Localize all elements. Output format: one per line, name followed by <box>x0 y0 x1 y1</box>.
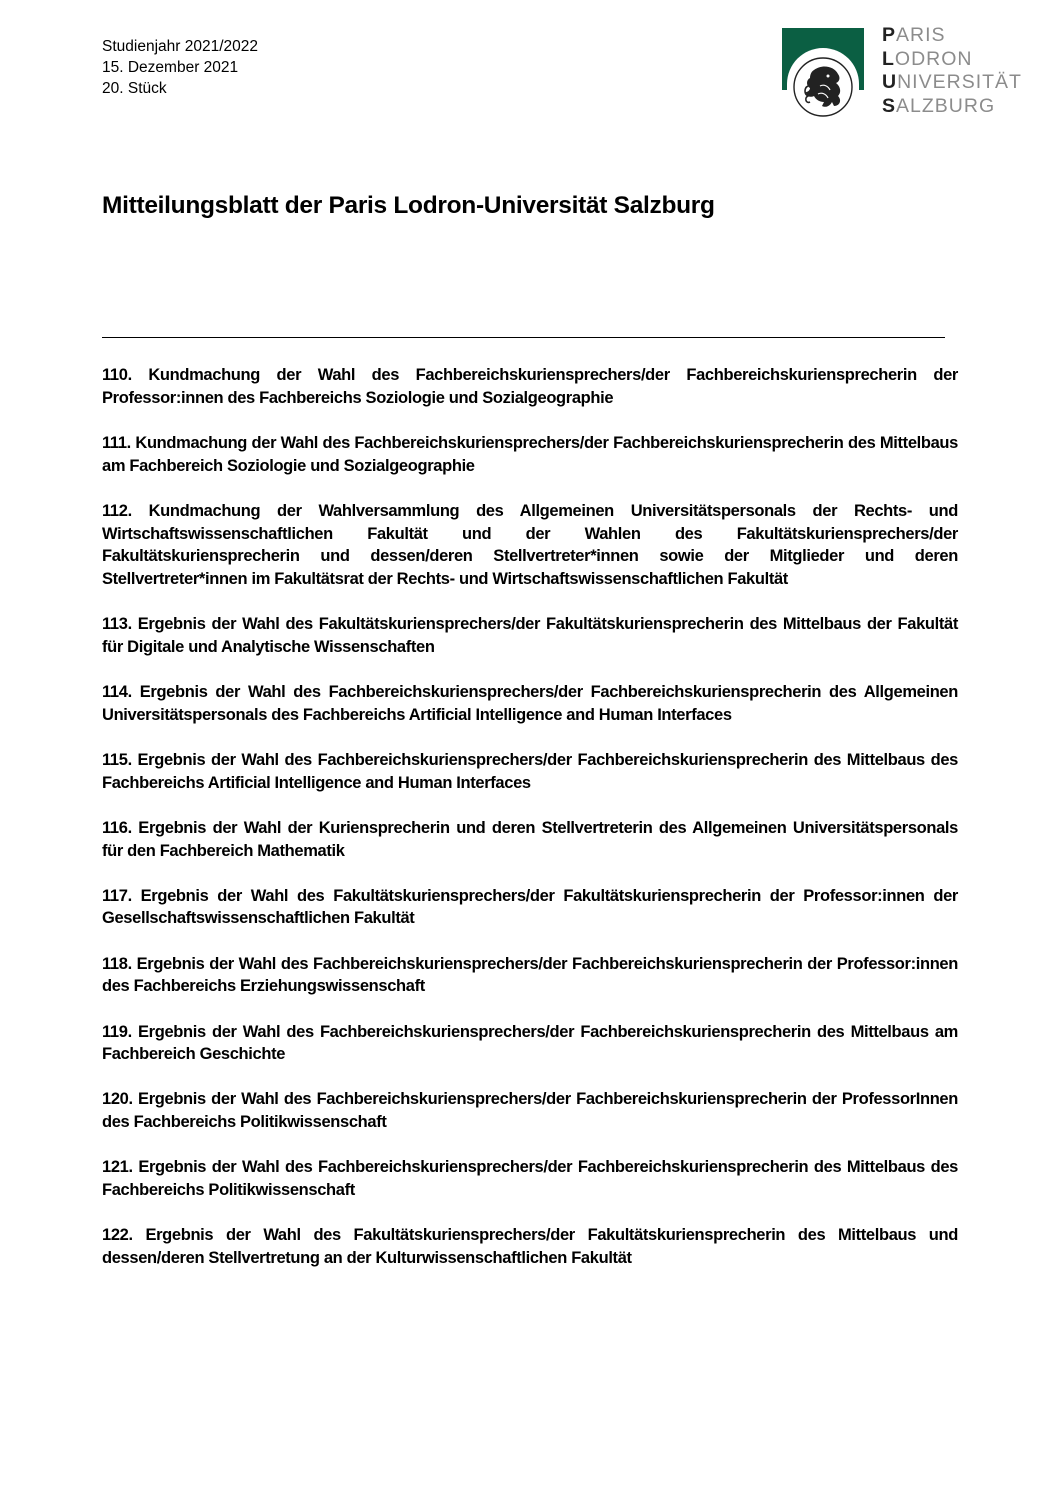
announcement-item-114: 114. Ergebnis der Wahl des Fachbereichskuriensprechers/der Fachbereichskuriensprecherin des Allgemeinen Universitätspersonals des Fachbereichs Artificial Intelligence and Human Interfaces <box>102 683 958 724</box>
university-logo <box>782 24 1022 128</box>
logo-line-universitaet: UNIVERSITÄT <box>882 71 1022 93</box>
announcement-list <box>102 364 958 1292</box>
document-meta <box>102 36 258 99</box>
document-title: Mitteilungsblatt der Paris Lodron-Universität Salzburg <box>102 192 715 219</box>
logo-line-lodron: LODRON <box>882 47 973 70</box>
announcement-item-110: 110. Kundmachung der Wahl des Fachbereichskuriensprechers/der Fachbereichskuriensprecherin der Professor:innen des Fachbereichs Soziologie und Sozialgeographie <box>102 366 958 407</box>
university-seal-lion-icon <box>792 56 854 118</box>
announcement-item-115: 115. Ergebnis der Wahl des Fachbereichskuriensprechers/der Fachbereichskuriensprecherin des Mittelbaus des Fachbereichs Artificial Intelligence and Human Interfaces <box>102 750 958 792</box>
logo-line-paris: PARIS <box>882 24 946 46</box>
logo-wordmark <box>882 24 1022 118</box>
announcement-item-122: 122. Ergebnis der Wahl des Fakultätskuriensprechers/der Fakultätskuriensprecherin des Mittelbaus und dessen/deren Stellvertretung an der Kulturwissenschaftlichen Fakultät <box>102 1226 958 1267</box>
announcement-item-120: 120. Ergebnis der Wahl des Fachbereichskuriensprechers/der Fachbereichskuriensprecherin der ProfessorInnen des Fachbereichs Politikwissenschaft <box>102 1090 958 1132</box>
academic-year: Studienjahr 2021/2022 <box>102 38 258 55</box>
issue-number: 20. Stück <box>102 80 167 97</box>
announcement-item-116: 116. Ergebnis der Wahl der Kuriensprecherin und deren Stellvertreterin des Allgemeinen Universitätspersonals für den Fachbereich Mathematik <box>102 818 958 860</box>
announcement-item-119: 119. Ergebnis der Wahl des Fachbereichskuriensprechers/der Fachbereichskuriensprecherin des Mittelbaus am Fachbereich Geschichte <box>102 1022 958 1064</box>
issue-date: 15. Dezember 2021 <box>102 59 239 76</box>
title-divider <box>102 337 945 338</box>
announcement-item-111: 111. Kundmachung der Wahl des Fachbereichskuriensprechers/der Fachbereichskuriensprecherin des Mittelbaus am Fachbereich Soziologie und Sozialgeographie <box>102 433 958 475</box>
logo-line-salzburg: SALZBURG <box>882 94 996 117</box>
announcement-item-117: 117. Ergebnis der Wahl des Fakultätskuriensprechers/der Fakultätskuriensprecherin der Professor:innen der Gesellschaftswissenschaftlichen Fakultät <box>102 886 958 928</box>
announcement-item-112: 112. Kundmachung der Wahlversammlung des Allgemeinen Universitätspersonals der Rechts- und Wirtschaftswissenschaftlichen Fakultät und der Wahlen des Fakultätskuriensprechers/der Fakultätskuriensprecherin und dessen/deren Stellvertreter*innen sowie der Mitglieder und deren Stellvertreter*innen im Fakultätsrat der Rechts- und Wirtschaftswissenschaftlichen Fakultät <box>102 501 958 588</box>
announcement-item-118: 118. Ergebnis der Wahl des Fachbereichskuriensprechers/der Fachbereichskuriensprecherin der Professor:innen des Fachbereichs Erziehungswissenschaft <box>102 954 958 996</box>
announcement-item-121: 121. Ergebnis der Wahl des Fachbereichskuriensprechers/der Fachbereichskuriensprecherin des Mittelbaus des Fachbereichs Politikwissenschaft <box>102 1158 958 1200</box>
announcement-item-113: 113. Ergebnis der Wahl des Fakultätskuriensprechers/der Fakultätskuriensprecherin des Mittelbaus der Fakultät für Digitale und Analytische Wissenschaften <box>102 615 958 656</box>
